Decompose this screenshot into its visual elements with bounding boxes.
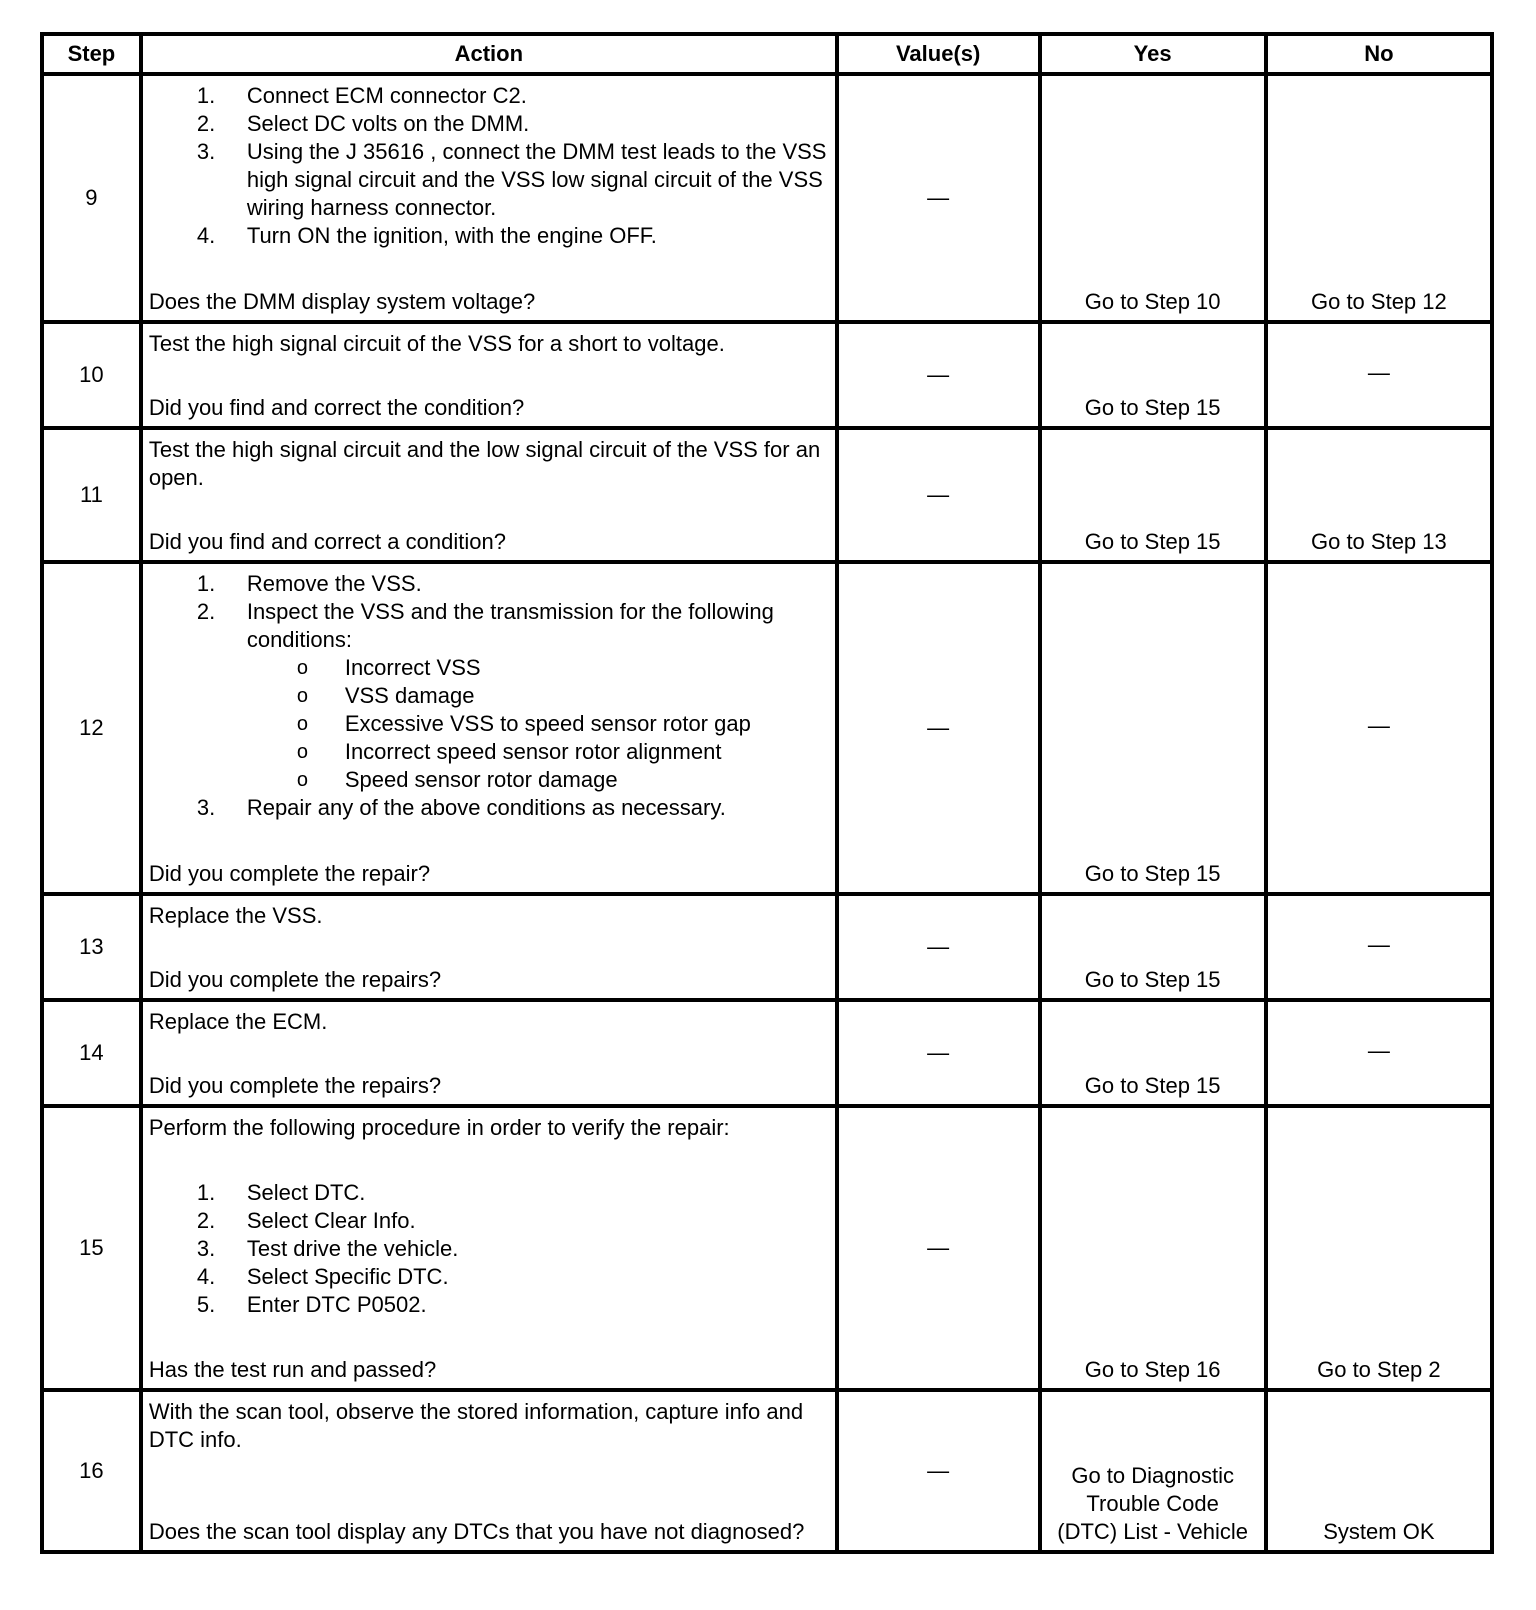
diagnostic-table-container xyxy=(40,32,1494,1554)
step-number: 11 xyxy=(42,428,141,562)
no-cell: Go to Step 12 xyxy=(1266,74,1492,322)
step-number: 10 xyxy=(42,322,141,428)
step-number: 13 xyxy=(42,894,141,1000)
header-yes: Yes xyxy=(1040,34,1266,74)
table-row-step-11 xyxy=(42,428,1492,562)
procedure-list xyxy=(149,82,829,250)
instruction-text: Replace the VSS. xyxy=(148,903,323,928)
procedure-step: 2. Select DC volts on the DMM. xyxy=(196,111,530,136)
yes-cell: Go to Step 15 xyxy=(1040,894,1266,1000)
yes-cell: Go to Step 10 xyxy=(1040,74,1266,322)
bullet-icon: o xyxy=(296,769,308,791)
procedure-step: 1. Remove the VSS. xyxy=(196,571,422,596)
table-row-step-16 xyxy=(42,1390,1492,1552)
step-number: 15 xyxy=(42,1106,141,1390)
no-cell: Go to Step 13 xyxy=(1266,428,1492,562)
table-row-step-13 xyxy=(42,894,1492,1000)
action-cell xyxy=(141,1390,837,1552)
table-row-step-15 xyxy=(42,1106,1492,1390)
yes-link-text: Go to Diagnostic Trouble Code (DTC) List - Vehicle xyxy=(1057,1463,1248,1544)
procedure-step: 2. Inspect the VSS and the transmission for the following conditions: o Incorrect VSS o VSS damage o Excessive VSS to speed sensor rotor gap o Incorrect speed sensor rotor alignment o Speed sensor rotor damage xyxy=(149,598,829,794)
value-cell: — xyxy=(837,562,1040,894)
yes-cell: Go to Step 15 xyxy=(1040,428,1266,562)
action-cell xyxy=(141,428,837,562)
procedure-list xyxy=(149,570,829,822)
bullet-icon: o xyxy=(296,713,308,735)
step-number: 9 xyxy=(42,74,141,322)
value-cell: — xyxy=(837,1000,1040,1106)
condition-item: o VSS damage xyxy=(296,683,475,708)
action-cell xyxy=(141,562,837,894)
yes-cell xyxy=(1040,1390,1266,1552)
yes-cell: Go to Step 15 xyxy=(1040,562,1266,894)
procedure-step: 1. Connect ECM connector C2. xyxy=(196,83,527,108)
value-cell: — xyxy=(837,428,1040,562)
header-values: Value(s) xyxy=(837,34,1040,74)
value-cell: — xyxy=(837,1106,1040,1390)
action-cell xyxy=(141,322,837,428)
action-cell xyxy=(141,894,837,1000)
procedure-step: 4. Select Specific DTC. xyxy=(196,1264,449,1289)
condition-item: o Excessive VSS to speed sensor rotor gap xyxy=(296,711,751,736)
bullet-icon: o xyxy=(296,657,308,679)
value-cell: — xyxy=(837,894,1040,1000)
diagnostic-table xyxy=(40,32,1494,1554)
condition-item: o Incorrect speed sensor rotor alignment xyxy=(296,739,722,764)
no-cell: Go to Step 2 xyxy=(1266,1106,1492,1390)
header-action: Action xyxy=(141,34,837,74)
procedure-step: 3. Test drive the vehicle. xyxy=(196,1236,459,1261)
condition-item: o Incorrect VSS xyxy=(296,655,481,680)
yes-cell: Go to Step 15 xyxy=(1040,322,1266,428)
step-number: 12 xyxy=(42,562,141,894)
procedure-list xyxy=(149,1179,829,1319)
action-cell xyxy=(141,74,837,322)
value-cell: — xyxy=(837,74,1040,322)
table-row-step-10 xyxy=(42,322,1492,428)
condition-item: o Speed sensor rotor damage xyxy=(296,767,618,792)
procedure-step: 4. Turn ON the ignition, with the engine OFF. xyxy=(196,223,657,248)
step-number: 16 xyxy=(42,1390,141,1552)
procedure-step: 3. Using the J 35616 , connect the DMM test leads to the VSS high signal circuit and the VSS low signal circuit of the VSS wiring harness connector. xyxy=(196,139,827,220)
header-step: Step xyxy=(42,34,141,74)
procedure-step: 5. Enter DTC P0502. xyxy=(196,1292,427,1317)
instruction-text: With the scan tool, observe the stored information, capture info and DTC info. xyxy=(148,1399,804,1452)
no-cell: System OK xyxy=(1266,1390,1492,1552)
table-row-step-9 xyxy=(42,74,1492,322)
no-cell: — xyxy=(1266,562,1492,894)
header-row xyxy=(42,34,1492,74)
action-cell xyxy=(141,1106,837,1390)
value-cell: — xyxy=(837,1390,1040,1552)
question-text: Did you find and correct the condition? xyxy=(148,395,525,420)
no-cell: — xyxy=(1266,322,1492,428)
procedure-step: 1. Select DTC. xyxy=(196,1180,366,1205)
procedure-step: 2. Select Clear Info. xyxy=(196,1208,416,1233)
yes-cell: Go to Step 15 xyxy=(1040,1000,1266,1106)
table-row-step-12 xyxy=(42,562,1492,894)
question-text: Did you complete the repair? xyxy=(148,861,431,886)
step-number: 14 xyxy=(42,1000,141,1106)
question-text: Did you find and correct a condition? xyxy=(148,529,506,554)
yes-cell: Go to Step 16 xyxy=(1040,1106,1266,1390)
instruction-text: Perform the following procedure in order to verify the repair: xyxy=(148,1115,730,1140)
question-text: Did you complete the repairs? xyxy=(148,1073,442,1098)
condition-list xyxy=(149,654,829,794)
question-text: Has the test run and passed? xyxy=(148,1357,437,1382)
instruction-text: Test the high signal circuit of the VSS for a short to voltage. xyxy=(148,331,725,356)
bullet-icon: o xyxy=(296,741,308,763)
question-text: Does the DMM display system voltage? xyxy=(148,289,536,314)
instruction-text: Test the high signal circuit and the low signal circuit of the VSS for an open. xyxy=(148,437,821,490)
procedure-step: 3. Repair any of the above conditions as necessary. xyxy=(196,795,726,820)
bullet-icon: o xyxy=(296,685,308,707)
action-cell xyxy=(141,1000,837,1106)
no-cell: — xyxy=(1266,894,1492,1000)
question-text: Did you complete the repairs? xyxy=(148,967,442,992)
no-cell: — xyxy=(1266,1000,1492,1106)
header-no: No xyxy=(1266,34,1492,74)
question-text: Does the scan tool display any DTCs that you have not diagnosed? xyxy=(148,1519,805,1544)
table-row-step-14 xyxy=(42,1000,1492,1106)
value-cell: — xyxy=(837,322,1040,428)
instruction-text: Replace the ECM. xyxy=(148,1009,328,1034)
